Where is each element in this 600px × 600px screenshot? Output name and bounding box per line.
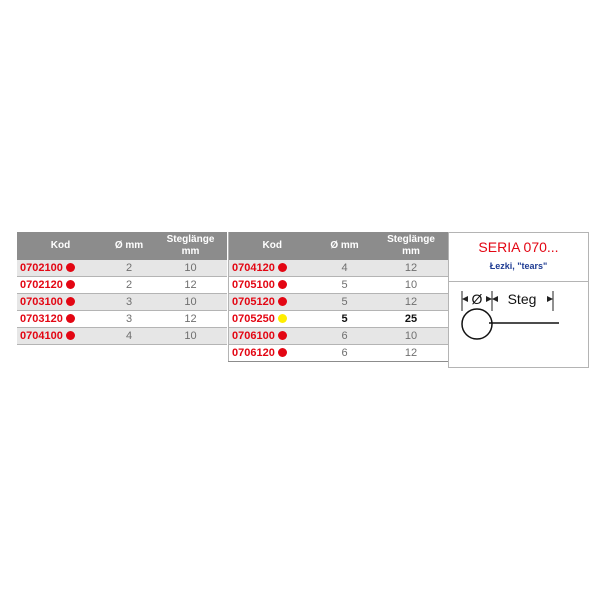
table-row: [229, 294, 449, 311]
table-row: [17, 328, 227, 345]
product-code: [17, 260, 104, 277]
header-kod: Kod: [17, 232, 104, 260]
availability-dot-icon: [66, 331, 75, 340]
product-code-text: 0704100: [20, 330, 63, 342]
product-code: [17, 328, 104, 345]
product-table-left: [17, 232, 227, 345]
tear-circle-icon: [462, 309, 492, 339]
product-code: [229, 260, 316, 277]
product-code: [17, 294, 104, 311]
steg-length-value: 10: [154, 260, 227, 277]
diagram-diameter-label: Ø: [471, 291, 483, 307]
steg-length-value: 12: [374, 260, 449, 277]
product-code: [229, 311, 316, 328]
tear-dimension-diagram: [449, 285, 588, 345]
availability-dot-icon: [278, 314, 287, 323]
product-table-right: [228, 232, 449, 362]
steg-length-value: 12: [154, 311, 227, 328]
header-steglange: Steglänge mm: [374, 232, 449, 260]
steg-length-value: 12: [374, 345, 449, 362]
table-row: [17, 311, 227, 328]
steg-length-value: 12: [374, 294, 449, 311]
availability-dot-icon: [278, 331, 287, 340]
product-code-text: 0706120: [232, 347, 275, 359]
steg-length-value: 12: [154, 277, 227, 294]
steg-length-value: 25: [374, 311, 449, 328]
steg-length-value: 10: [154, 294, 227, 311]
availability-dot-icon: [66, 263, 75, 272]
table-row: [229, 328, 449, 345]
header-steglange: Steglänge mm: [154, 232, 227, 260]
diameter-value: 2: [104, 260, 154, 277]
table-row: [229, 345, 449, 362]
header-kod: Kod: [229, 232, 316, 260]
table-row: [229, 277, 449, 294]
product-code-text: 0704120: [232, 262, 275, 274]
table-header-row: [229, 232, 449, 260]
diameter-value: 2: [104, 277, 154, 294]
diameter-value: 5: [316, 311, 374, 328]
series-info-panel: [448, 232, 589, 368]
product-code: [229, 328, 316, 345]
series-subtitle: Łezki, "tears": [489, 261, 548, 271]
product-code-text: 0705250: [232, 313, 275, 325]
steg-length-value: 10: [374, 328, 449, 345]
product-code: [17, 311, 104, 328]
diameter-value: 3: [104, 311, 154, 328]
diameter-value: 4: [104, 328, 154, 345]
availability-dot-icon: [278, 280, 287, 289]
diameter-value: 3: [104, 294, 154, 311]
diameter-value: 4: [316, 260, 374, 277]
arrow-steg-right-icon: [547, 296, 553, 302]
table-row: [229, 260, 449, 277]
product-code-text: 0703120: [20, 313, 63, 325]
steg-length-value: 10: [374, 277, 449, 294]
arrow-steg-left-icon: [492, 296, 498, 302]
header-diameter: Ø mm: [316, 232, 374, 260]
table-row: [229, 311, 449, 328]
product-code-text: 0703100: [20, 296, 63, 308]
product-code: [17, 277, 104, 294]
table-row: [17, 260, 227, 277]
availability-dot-icon: [278, 263, 287, 272]
table-header-row: [17, 232, 227, 260]
product-code-text: 0706100: [232, 330, 275, 342]
product-table-container: [17, 232, 588, 367]
product-code-text: 0702120: [20, 279, 63, 291]
availability-dot-icon: [66, 280, 75, 289]
availability-dot-icon: [278, 297, 287, 306]
diameter-value: 6: [316, 345, 374, 362]
product-code-text: 0705120: [232, 296, 275, 308]
diameter-value: 5: [316, 294, 374, 311]
header-diameter: Ø mm: [104, 232, 154, 260]
series-title: SERIA 070...: [478, 239, 559, 255]
arrow-diameter-left-icon: [462, 296, 468, 302]
product-code: [229, 277, 316, 294]
diagram-steg-label: Steg: [507, 291, 537, 307]
diameter-value: 5: [316, 277, 374, 294]
product-code-text: 0705100: [232, 279, 275, 291]
steg-length-value: 10: [154, 328, 227, 345]
arrow-diameter-right-icon: [486, 296, 492, 302]
availability-dot-icon: [66, 297, 75, 306]
product-code: [229, 294, 316, 311]
table-row: [17, 277, 227, 294]
product-code: [229, 345, 316, 362]
table-row: [17, 294, 227, 311]
panel-divider: [449, 281, 588, 282]
availability-dot-icon: [66, 314, 75, 323]
product-code-text: 0702100: [20, 262, 63, 274]
diameter-value: 6: [316, 328, 374, 345]
availability-dot-icon: [278, 348, 287, 357]
